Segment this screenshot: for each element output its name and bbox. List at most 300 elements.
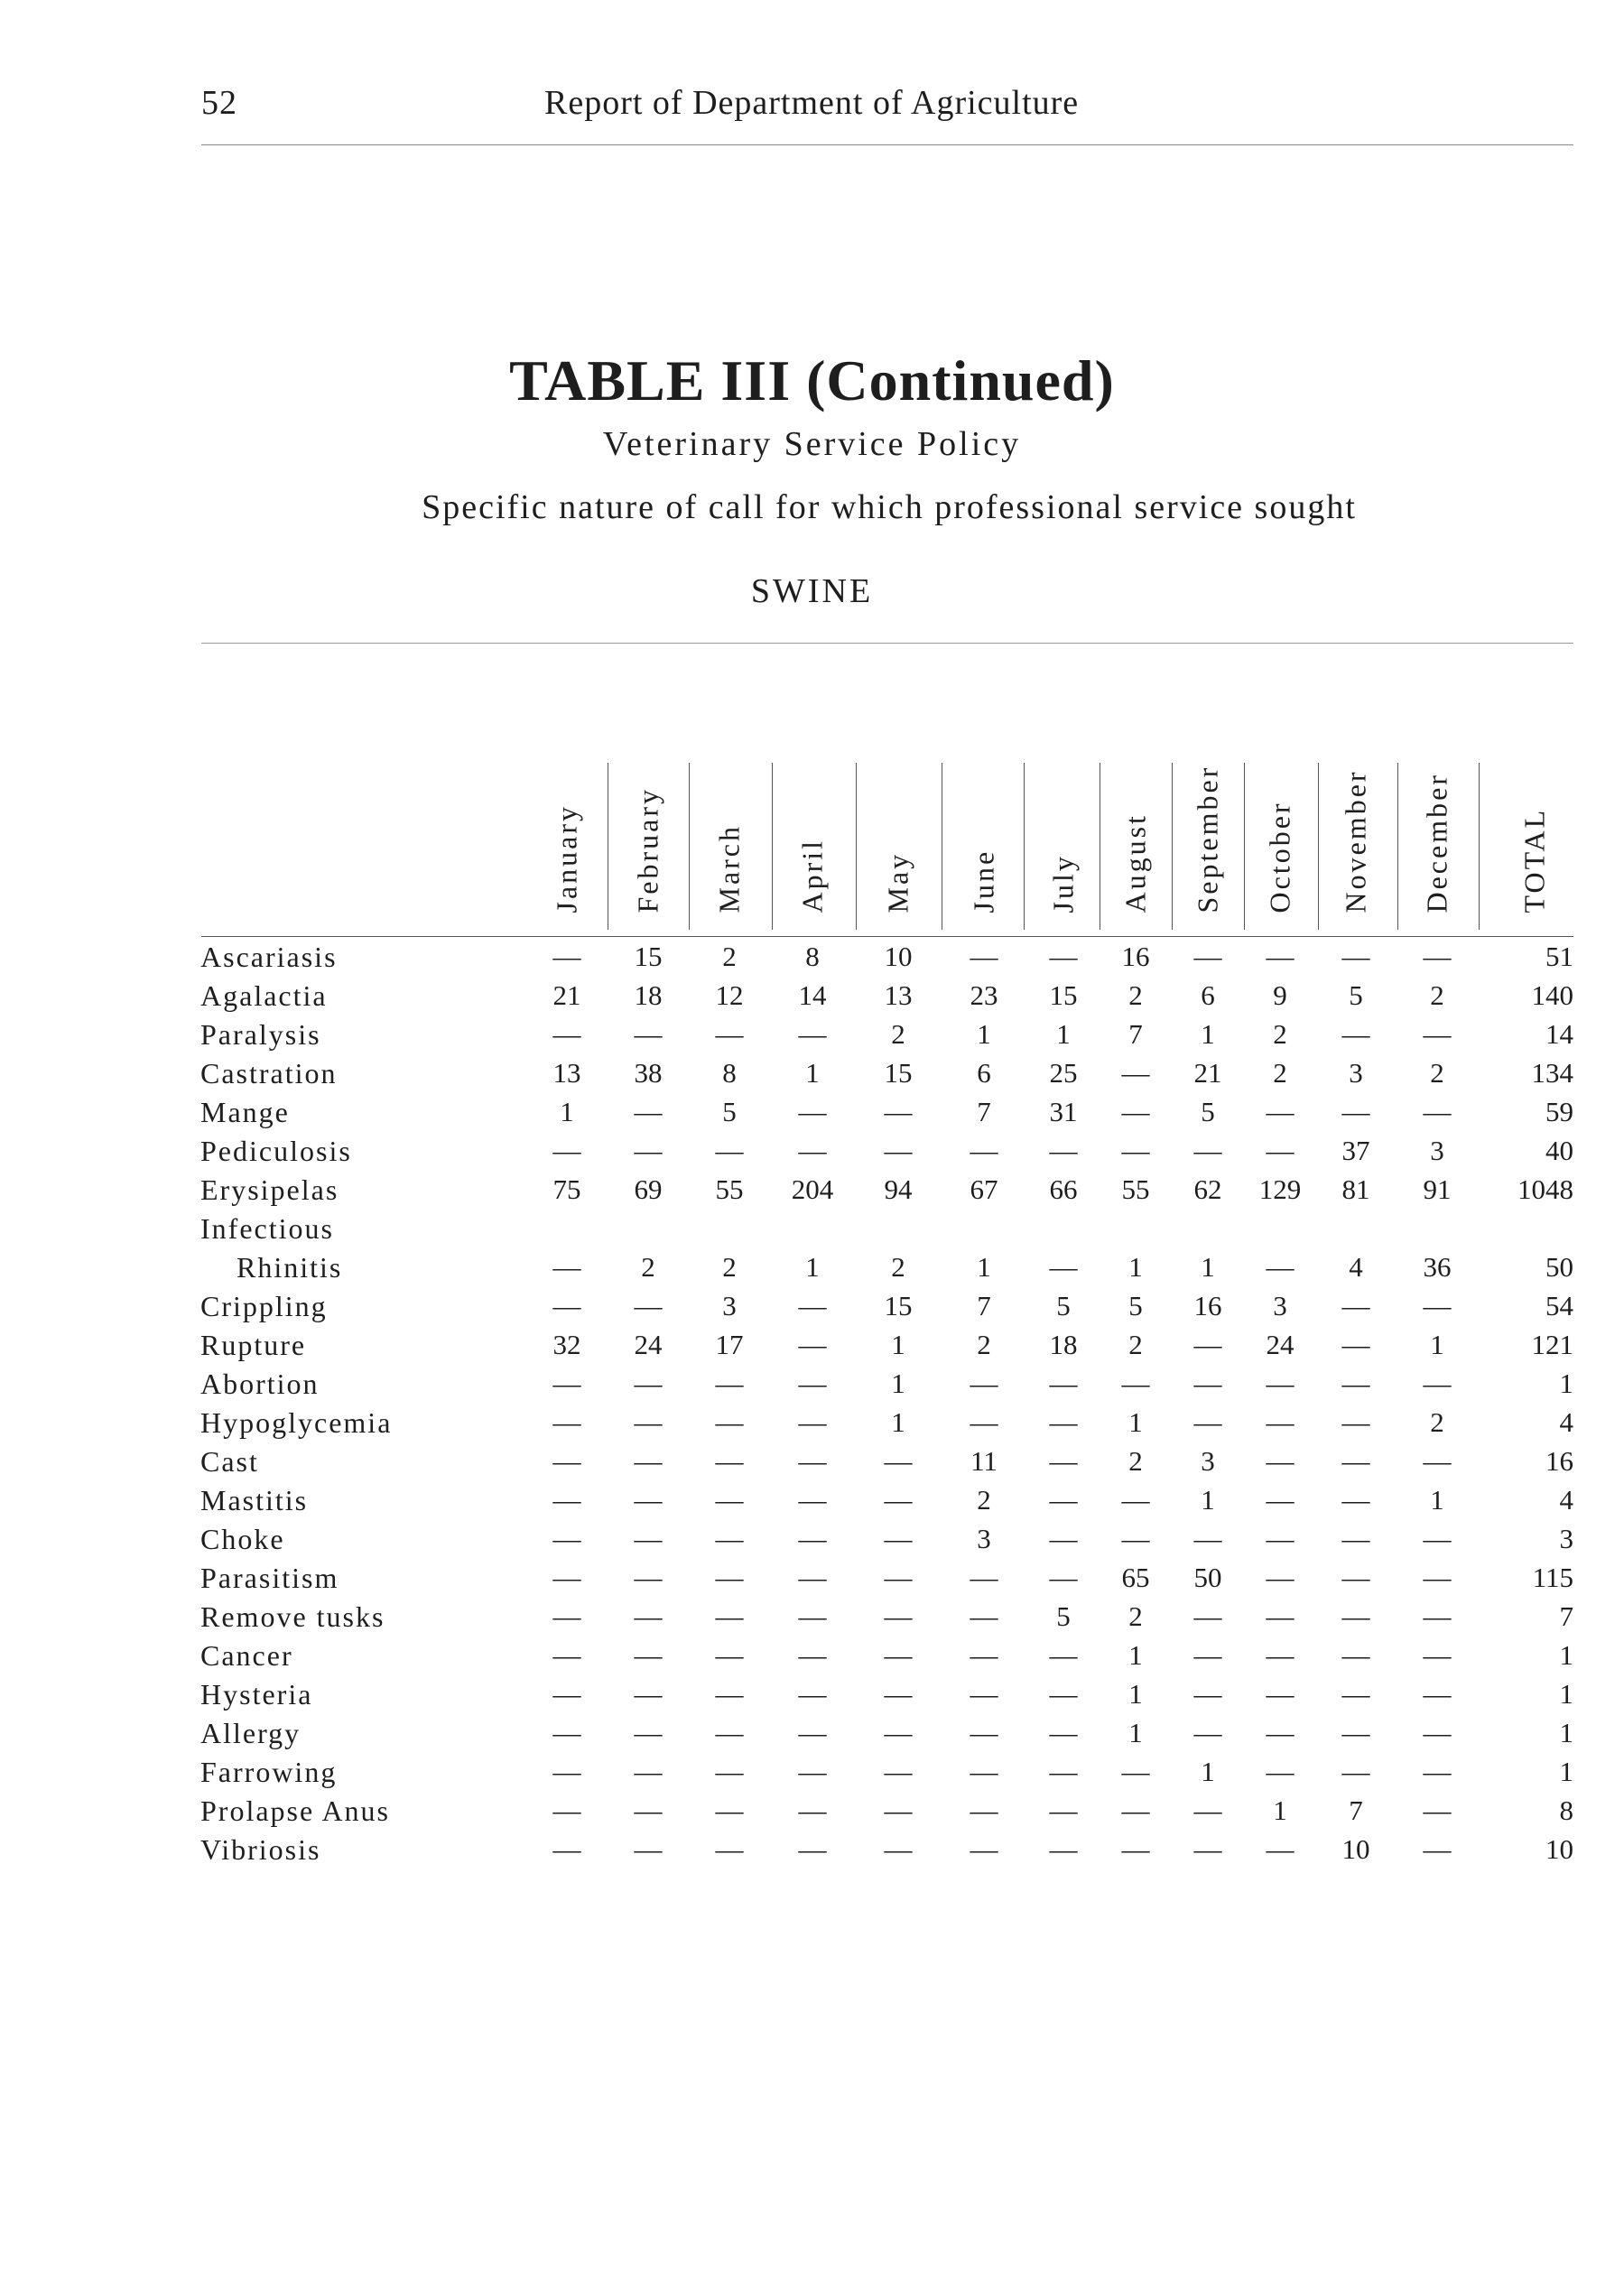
table-cell: — bbox=[1049, 1251, 1078, 1283]
table-cell: — bbox=[1341, 1406, 1370, 1438]
table-cell: — bbox=[552, 1678, 581, 1710]
table-cell: — bbox=[634, 1794, 663, 1826]
total-cell: 1 bbox=[1559, 1639, 1573, 1671]
table-cell: — bbox=[1049, 1794, 1078, 1826]
column-separator bbox=[1244, 763, 1245, 930]
table-cell: — bbox=[1266, 1251, 1295, 1283]
table-cell: — bbox=[715, 1368, 744, 1399]
total-cell: 51 bbox=[1545, 941, 1573, 972]
table-cell: 75 bbox=[552, 1173, 581, 1205]
table-cell: — bbox=[1193, 1717, 1222, 1748]
total-cell: 8 bbox=[1559, 1794, 1573, 1826]
table-cell: 5 bbox=[722, 1096, 737, 1127]
section-rule bbox=[201, 643, 1573, 644]
column-separator bbox=[772, 763, 773, 930]
total-cell: 16 bbox=[1545, 1445, 1573, 1477]
table-cell: — bbox=[970, 1562, 998, 1593]
table-cell: — bbox=[970, 1756, 998, 1787]
table-cell: — bbox=[634, 1406, 663, 1438]
table-cell: — bbox=[1121, 1135, 1150, 1166]
table-cell: 2 bbox=[722, 941, 737, 972]
table-cell: — bbox=[798, 1794, 827, 1826]
table-cell: — bbox=[970, 1135, 998, 1166]
table-cell: — bbox=[1266, 1678, 1295, 1710]
row-label: Paralysis bbox=[200, 1018, 321, 1051]
table-cell: 21 bbox=[552, 979, 581, 1011]
total-cell: 134 bbox=[1531, 1057, 1573, 1089]
row-label: Castration bbox=[200, 1057, 338, 1090]
table-cell: 16 bbox=[1121, 941, 1150, 972]
table-cell: — bbox=[1193, 1135, 1222, 1166]
table-cell: 1 bbox=[1128, 1678, 1143, 1710]
table-cell: 1 bbox=[1201, 1756, 1215, 1787]
table-cell: 2 bbox=[891, 1251, 905, 1283]
table-cell: — bbox=[1049, 1484, 1078, 1516]
table-cell: — bbox=[715, 1523, 744, 1554]
table-cell: 55 bbox=[715, 1173, 744, 1205]
table-cell: 1 bbox=[560, 1096, 574, 1127]
table-cell: — bbox=[634, 1562, 663, 1593]
table-cell: — bbox=[1049, 1678, 1078, 1710]
table-cell: 3 bbox=[1430, 1135, 1444, 1166]
table-cell: 7 bbox=[977, 1096, 991, 1127]
table-cell: — bbox=[715, 1562, 744, 1593]
table-cell: — bbox=[1423, 1794, 1452, 1826]
table-cell: — bbox=[634, 1096, 663, 1127]
table-cell: — bbox=[552, 1406, 581, 1438]
table-cell: 1 bbox=[891, 1406, 905, 1438]
table-cell: — bbox=[1423, 1717, 1452, 1748]
column-header-october bbox=[1253, 749, 1307, 930]
row-label: Mastitis bbox=[200, 1484, 309, 1516]
table-cell: 11 bbox=[970, 1445, 998, 1477]
table-cell: 1 bbox=[1056, 1018, 1071, 1050]
total-cell: 1 bbox=[1559, 1678, 1573, 1710]
table-cell: — bbox=[552, 1562, 581, 1593]
table-cell: — bbox=[1266, 1096, 1295, 1127]
total-cell: 1 bbox=[1559, 1756, 1573, 1787]
table-cell: — bbox=[1341, 1600, 1370, 1632]
table-cell: — bbox=[1423, 941, 1452, 972]
table-cell: — bbox=[1423, 1756, 1452, 1787]
table-cell: — bbox=[552, 1368, 581, 1399]
table-cell: — bbox=[1266, 941, 1295, 972]
table-cell: — bbox=[634, 1290, 663, 1321]
table-cell: 2 bbox=[1128, 979, 1143, 1011]
table-cell: — bbox=[1266, 1484, 1295, 1516]
table-cell: 32 bbox=[552, 1329, 581, 1360]
table-cell: — bbox=[715, 1639, 744, 1671]
table-cell: — bbox=[884, 1096, 913, 1127]
table-cell: — bbox=[1341, 1018, 1370, 1050]
table-cell: — bbox=[552, 1833, 581, 1865]
column-header-label: May bbox=[881, 851, 914, 913]
table-cell: — bbox=[970, 1406, 998, 1438]
column-header-label: July bbox=[1046, 854, 1080, 913]
table-cell: — bbox=[552, 1756, 581, 1787]
table-cell: — bbox=[1266, 1135, 1295, 1166]
table-cell: — bbox=[884, 1562, 913, 1593]
table-cell: 1 bbox=[891, 1329, 905, 1360]
table-cell: — bbox=[1049, 1717, 1078, 1748]
table-cell: — bbox=[715, 1406, 744, 1438]
table-cell: 2 bbox=[1128, 1445, 1143, 1477]
table-cell: 2 bbox=[1128, 1329, 1143, 1360]
row-label: Rhinitis bbox=[237, 1251, 343, 1284]
column-header-june bbox=[957, 749, 1011, 930]
total-cell: 7 bbox=[1559, 1600, 1573, 1632]
running-title: Report of Department of Agriculture bbox=[544, 84, 1080, 122]
row-label: Hysteria bbox=[200, 1678, 313, 1711]
table-cell: — bbox=[1049, 1135, 1078, 1166]
table-cell: — bbox=[552, 1523, 581, 1554]
table-cell: — bbox=[798, 1717, 827, 1748]
table-cell: 5 bbox=[1349, 979, 1363, 1011]
table-cell: 2 bbox=[1273, 1057, 1287, 1089]
row-label: Hypoglycemia bbox=[200, 1406, 393, 1439]
table-cell: — bbox=[552, 1251, 581, 1283]
running-head bbox=[201, 83, 1573, 137]
table-cell: — bbox=[884, 1484, 913, 1516]
table-cell: — bbox=[1341, 1290, 1370, 1321]
table-cell: — bbox=[1266, 1756, 1295, 1787]
table-cell: 16 bbox=[1193, 1290, 1222, 1321]
table-cell: — bbox=[970, 1639, 998, 1671]
table-cell: 1 bbox=[977, 1251, 991, 1283]
table-cell: — bbox=[798, 1135, 827, 1166]
table-cell: — bbox=[1341, 1562, 1370, 1593]
column-header-february bbox=[621, 749, 675, 930]
total-cell: 59 bbox=[1545, 1096, 1573, 1127]
table-cell: 94 bbox=[884, 1173, 913, 1205]
table-cell: — bbox=[798, 1678, 827, 1710]
table-cell: — bbox=[798, 1018, 827, 1050]
table-cell: 81 bbox=[1341, 1173, 1370, 1205]
table-cell: — bbox=[1341, 1329, 1370, 1360]
table-cell: 15 bbox=[634, 941, 663, 972]
table-cell: — bbox=[552, 1135, 581, 1166]
table-description: Specific nature of call for which professional service sought bbox=[422, 488, 1357, 526]
table-cell: — bbox=[884, 1600, 913, 1632]
table-cell: — bbox=[715, 1756, 744, 1787]
table-cell: 14 bbox=[798, 979, 827, 1011]
table-cell: — bbox=[1266, 1523, 1295, 1554]
table-cell: — bbox=[715, 1600, 744, 1632]
table-cell: 2 bbox=[1128, 1600, 1143, 1632]
table-cell: 8 bbox=[805, 941, 820, 972]
table-cell: — bbox=[552, 1484, 581, 1516]
table-cell: 4 bbox=[1349, 1251, 1363, 1283]
row-label: Remove tusks bbox=[200, 1600, 385, 1633]
table-cell: 2 bbox=[977, 1484, 991, 1516]
table-cell: 204 bbox=[791, 1173, 834, 1205]
table-cell: — bbox=[1423, 1096, 1452, 1127]
table-cell: 62 bbox=[1193, 1173, 1222, 1205]
total-cell: 4 bbox=[1559, 1484, 1573, 1516]
row-label: Choke bbox=[200, 1523, 285, 1555]
column-header-label: June bbox=[967, 848, 1000, 913]
row-label: Cancer bbox=[200, 1639, 293, 1672]
table-cell: 2 bbox=[722, 1251, 737, 1283]
table-cell: — bbox=[1049, 1562, 1078, 1593]
table-cell: 129 bbox=[1258, 1173, 1302, 1205]
table-cell: — bbox=[634, 1018, 663, 1050]
table-cell: — bbox=[634, 1135, 663, 1166]
row-label: Rupture bbox=[200, 1329, 307, 1361]
table-cell: — bbox=[1049, 1406, 1078, 1438]
table-cell: 2 bbox=[1430, 1406, 1444, 1438]
table-cell: — bbox=[1341, 941, 1370, 972]
table-cell: — bbox=[1423, 1600, 1452, 1632]
table-cell: — bbox=[1341, 1678, 1370, 1710]
table-cell: — bbox=[715, 1833, 744, 1865]
table-cell: — bbox=[798, 1096, 827, 1127]
column-header-may bbox=[871, 749, 925, 930]
total-cell: 1 bbox=[1559, 1368, 1573, 1399]
table-cell: 3 bbox=[1349, 1057, 1363, 1089]
table-cell: 91 bbox=[1423, 1173, 1452, 1205]
table-cell: — bbox=[715, 1445, 744, 1477]
total-cell: 50 bbox=[1545, 1251, 1573, 1283]
column-header-label: March bbox=[712, 823, 746, 913]
table-cell: — bbox=[1193, 1329, 1222, 1360]
table-cell: — bbox=[715, 1135, 744, 1166]
table-cell: 13 bbox=[884, 979, 913, 1011]
table-cell: 2 bbox=[977, 1329, 991, 1360]
table-cell: 7 bbox=[1349, 1794, 1363, 1826]
table-cell: — bbox=[1341, 1445, 1370, 1477]
table-cell: 8 bbox=[722, 1057, 737, 1089]
column-separator bbox=[856, 763, 857, 930]
table-cell: — bbox=[798, 1639, 827, 1671]
column-header-july bbox=[1036, 749, 1090, 930]
row-label: Ascariasis bbox=[200, 941, 338, 973]
table-cell: 66 bbox=[1049, 1173, 1078, 1205]
table-cell: — bbox=[970, 1600, 998, 1632]
table-cell: — bbox=[1423, 1290, 1452, 1321]
table-cell: 1 bbox=[1201, 1018, 1215, 1050]
table-cell: — bbox=[1049, 1445, 1078, 1477]
column-header-september bbox=[1181, 749, 1235, 930]
table-cell: 9 bbox=[1273, 979, 1287, 1011]
table-cell: 6 bbox=[1201, 979, 1215, 1011]
section-heading: SWINE bbox=[750, 572, 874, 610]
table-cell: 3 bbox=[722, 1290, 737, 1321]
table-cell: — bbox=[552, 1290, 581, 1321]
column-separator bbox=[689, 763, 690, 930]
table-cell: — bbox=[1341, 1717, 1370, 1748]
table-cell: 17 bbox=[715, 1329, 744, 1360]
table-cell: — bbox=[1266, 1368, 1295, 1399]
table-cell: — bbox=[1121, 1794, 1150, 1826]
table-cell: — bbox=[1193, 1678, 1222, 1710]
table-cell: 6 bbox=[977, 1057, 991, 1089]
row-label: Agalactia bbox=[200, 979, 328, 1012]
table-cell: — bbox=[634, 1639, 663, 1671]
table-cell: 13 bbox=[552, 1057, 581, 1089]
table-cell: 37 bbox=[1341, 1135, 1370, 1166]
row-label: Erysipelas bbox=[200, 1173, 339, 1206]
table-cell: — bbox=[634, 1368, 663, 1399]
table-cell: — bbox=[1049, 941, 1078, 972]
row-label: Parasitism bbox=[200, 1562, 339, 1594]
table-cell: — bbox=[884, 1135, 913, 1166]
table-cell: — bbox=[884, 1523, 913, 1554]
table-cell: 18 bbox=[1049, 1329, 1078, 1360]
table-cell: 50 bbox=[1193, 1562, 1222, 1593]
total-cell: 4 bbox=[1559, 1406, 1573, 1438]
table-cell: 1 bbox=[1128, 1251, 1143, 1283]
row-label: Infectious bbox=[200, 1212, 334, 1245]
table-cell: 38 bbox=[634, 1057, 663, 1089]
total-cell: 3 bbox=[1559, 1523, 1573, 1554]
total-cell: 140 bbox=[1531, 979, 1573, 1011]
table-cell: — bbox=[1341, 1756, 1370, 1787]
table-cell: — bbox=[1121, 1368, 1150, 1399]
table-cell: — bbox=[1121, 1484, 1150, 1516]
table-cell: — bbox=[1266, 1717, 1295, 1748]
table-cell: — bbox=[1121, 1096, 1150, 1127]
column-header-label: April bbox=[795, 838, 829, 913]
table-cell: — bbox=[798, 1368, 827, 1399]
row-label: Cast bbox=[200, 1445, 259, 1478]
table-cell: 3 bbox=[1273, 1290, 1287, 1321]
table-cell: — bbox=[715, 1018, 744, 1050]
table-cell: 21 bbox=[1193, 1057, 1222, 1089]
table-cell: 10 bbox=[884, 941, 913, 972]
total-cell: 40 bbox=[1545, 1135, 1573, 1166]
table-cell: — bbox=[1121, 1756, 1150, 1787]
table-cell: — bbox=[552, 1794, 581, 1826]
column-separator bbox=[1172, 763, 1173, 930]
table-cell: — bbox=[1193, 1833, 1222, 1865]
table-cell: — bbox=[634, 1678, 663, 1710]
table-cell: — bbox=[552, 941, 581, 972]
column-separator bbox=[1318, 763, 1319, 930]
table-cell: — bbox=[798, 1562, 827, 1593]
table-cell: 1 bbox=[1128, 1639, 1143, 1671]
table-cell: — bbox=[970, 941, 998, 972]
row-label: Crippling bbox=[200, 1290, 328, 1322]
table-cell: — bbox=[970, 1794, 998, 1826]
table-cell: 1 bbox=[1128, 1717, 1143, 1748]
table-cell: — bbox=[552, 1717, 581, 1748]
table-cell: 3 bbox=[1201, 1445, 1215, 1477]
column-header-label: October bbox=[1263, 801, 1296, 913]
table-cell: 15 bbox=[1049, 979, 1078, 1011]
header-rule bbox=[201, 144, 1573, 145]
table-cell: — bbox=[1049, 1368, 1078, 1399]
table-cell: 67 bbox=[970, 1173, 998, 1205]
table-cell: 3 bbox=[977, 1523, 991, 1554]
column-header-march bbox=[702, 749, 756, 930]
table-cell: — bbox=[715, 1794, 744, 1826]
table-cell: — bbox=[884, 1794, 913, 1826]
table-cell: — bbox=[715, 1678, 744, 1710]
table-cell: — bbox=[798, 1406, 827, 1438]
total-cell: 121 bbox=[1531, 1329, 1573, 1360]
column-header-august bbox=[1109, 749, 1163, 930]
table-cell: 23 bbox=[970, 979, 998, 1011]
table-cell: — bbox=[798, 1329, 827, 1360]
table-cell: — bbox=[1341, 1484, 1370, 1516]
table-cell: — bbox=[884, 1833, 913, 1865]
table-cell: 15 bbox=[884, 1057, 913, 1089]
column-header-label: February bbox=[631, 786, 664, 913]
table-cell: 1 bbox=[1430, 1329, 1444, 1360]
total-cell: 115 bbox=[1532, 1562, 1573, 1593]
table-cell: 10 bbox=[1341, 1833, 1370, 1865]
table-cell: — bbox=[634, 1600, 663, 1632]
table-cell: — bbox=[1121, 1523, 1150, 1554]
row-label: Pediculosis bbox=[200, 1135, 352, 1167]
table-cell: — bbox=[798, 1756, 827, 1787]
table-cell: 1 bbox=[805, 1057, 820, 1089]
table-cell: 15 bbox=[884, 1290, 913, 1321]
column-separator bbox=[1397, 763, 1398, 930]
table-cell: 1 bbox=[1273, 1794, 1287, 1826]
table-cell: — bbox=[634, 1717, 663, 1748]
column-header-january bbox=[540, 749, 594, 930]
table-cell: 18 bbox=[634, 979, 663, 1011]
table-cell: 69 bbox=[634, 1173, 663, 1205]
total-cell: 1048 bbox=[1517, 1173, 1573, 1205]
table-cell: — bbox=[634, 1484, 663, 1516]
table-cell: — bbox=[1266, 1406, 1295, 1438]
table-cell: 31 bbox=[1049, 1096, 1078, 1127]
total-cell: 54 bbox=[1545, 1290, 1573, 1321]
table-cell: — bbox=[884, 1717, 913, 1748]
table-cell: 1 bbox=[977, 1018, 991, 1050]
table-cell: 1 bbox=[891, 1368, 905, 1399]
table-cell: — bbox=[552, 1600, 581, 1632]
table-cell: 1 bbox=[1201, 1251, 1215, 1283]
table-cell: — bbox=[552, 1445, 581, 1477]
table-cell: 12 bbox=[715, 979, 744, 1011]
column-header-label: December bbox=[1420, 773, 1453, 913]
column-header-december bbox=[1410, 749, 1464, 930]
table-cell: 7 bbox=[1128, 1018, 1143, 1050]
total-cell: 1 bbox=[1559, 1717, 1573, 1748]
table-cell: — bbox=[798, 1523, 827, 1554]
table-cell: 5 bbox=[1056, 1600, 1071, 1632]
table-subtitle: Veterinary Service Policy bbox=[602, 425, 1022, 463]
row-label: Mange bbox=[200, 1096, 290, 1128]
table-cell: — bbox=[798, 1290, 827, 1321]
table-cell: 5 bbox=[1056, 1290, 1071, 1321]
row-label: Allergy bbox=[200, 1717, 302, 1749]
column-header-label: TOTAL bbox=[1517, 807, 1551, 913]
table-cell: — bbox=[1341, 1368, 1370, 1399]
table-cell: — bbox=[1049, 1639, 1078, 1671]
table-cell: — bbox=[1423, 1368, 1452, 1399]
table-cell: — bbox=[1266, 1639, 1295, 1671]
table-cell: — bbox=[634, 1756, 663, 1787]
column-header-total bbox=[1508, 749, 1562, 930]
column-separator bbox=[1479, 763, 1480, 930]
table-cell: 1 bbox=[1128, 1406, 1143, 1438]
table-cell: — bbox=[634, 1833, 663, 1865]
row-label: Farrowing bbox=[200, 1756, 338, 1788]
table-cell: — bbox=[715, 1484, 744, 1516]
table-cell: 2 bbox=[1430, 979, 1444, 1011]
table-cell: 36 bbox=[1423, 1251, 1452, 1283]
table-cell: — bbox=[1121, 1833, 1150, 1865]
table-cell: — bbox=[1193, 1368, 1222, 1399]
table-cell: — bbox=[884, 1639, 913, 1671]
table-cell: — bbox=[1341, 1639, 1370, 1671]
table-cell: — bbox=[884, 1445, 913, 1477]
